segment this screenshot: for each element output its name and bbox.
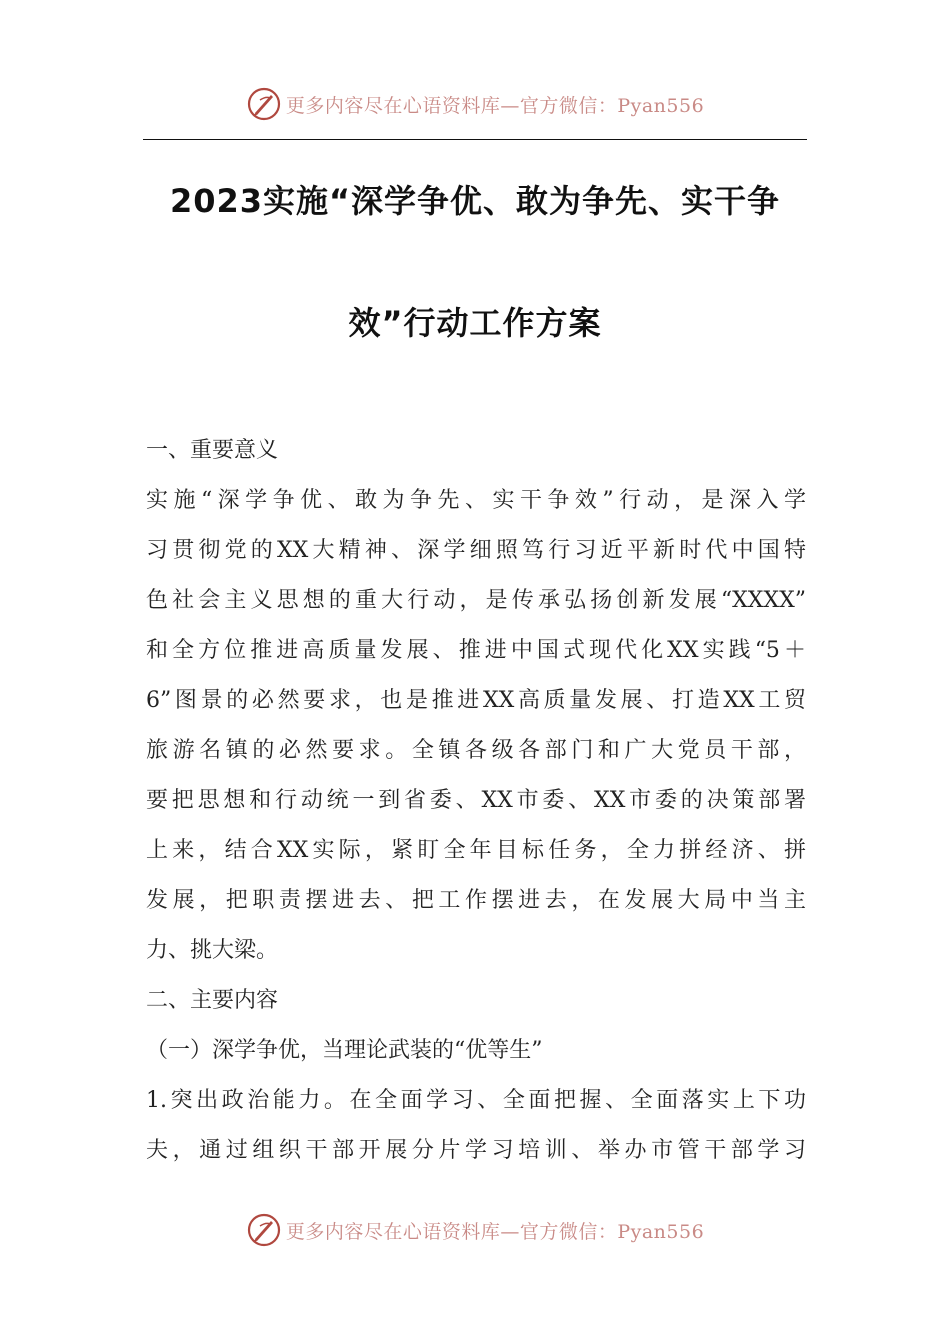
body-line: 发展，把职责摆进去、把工作摆进去，在发展大局中当主 — [146, 888, 806, 913]
document-title-line-1: 2023实施“深学争优、敢为争先、实干争 — [169, 182, 781, 220]
body-line: 色社会主义思想的重大行动，是传承弘扬创新发展“XXXX” — [146, 588, 806, 613]
quill-pen-circle-icon — [246, 1212, 282, 1248]
section-heading-2: 二、主要内容 — [146, 988, 279, 1013]
body-line: 力、挑大梁。 — [146, 938, 279, 963]
body-line: 实施“深学争优、敢为争先、实干争效”行动，是深入学 — [146, 488, 806, 513]
section-heading-1: 一、重要意义 — [146, 438, 279, 463]
quill-pen-circle-icon — [246, 86, 282, 122]
body-line: 要把思想和行动统一到省委、XX市委、XX市委的决策部署 — [146, 788, 806, 813]
body-line: 旅游名镇的必然要求。全镇各级各部门和广大党员干部， — [146, 738, 806, 763]
header-watermark — [0, 84, 950, 124]
header-divider — [143, 139, 807, 140]
body-line: 上来，结合XX实际，紧盯全年目标任务，全力拼经济、拼 — [146, 838, 806, 863]
subsection-heading-1: （一）深学争优，当理论武装的“优等生” — [146, 1038, 543, 1063]
body-line: 夫，通过组织干部开展分片学习培训、举办市管干部学习 — [146, 1138, 806, 1163]
body-line: 和全方位推进高质量发展、推进中国式现代化XX实践“5＋ — [146, 638, 806, 663]
body-line: 习贯彻党的XX大精神、深学细照笃行习近平新时代中国特 — [146, 538, 806, 563]
body-line: 1.突出政治能力。在全面学习、全面把握、全面落实上下功 — [146, 1088, 806, 1113]
footer-watermark — [0, 1210, 950, 1250]
body-line: 6”图景的必然要求，也是推进XX高质量发展、打造XX工贸 — [146, 688, 806, 713]
document-title-line-2: 效”行动工作方案 — [348, 304, 602, 342]
watermark-text: 更多内容尽在心语资料库—官方微信：Pyan556 — [285, 94, 705, 117]
watermark-text: 更多内容尽在心语资料库—官方微信：Pyan556 — [285, 1220, 705, 1243]
